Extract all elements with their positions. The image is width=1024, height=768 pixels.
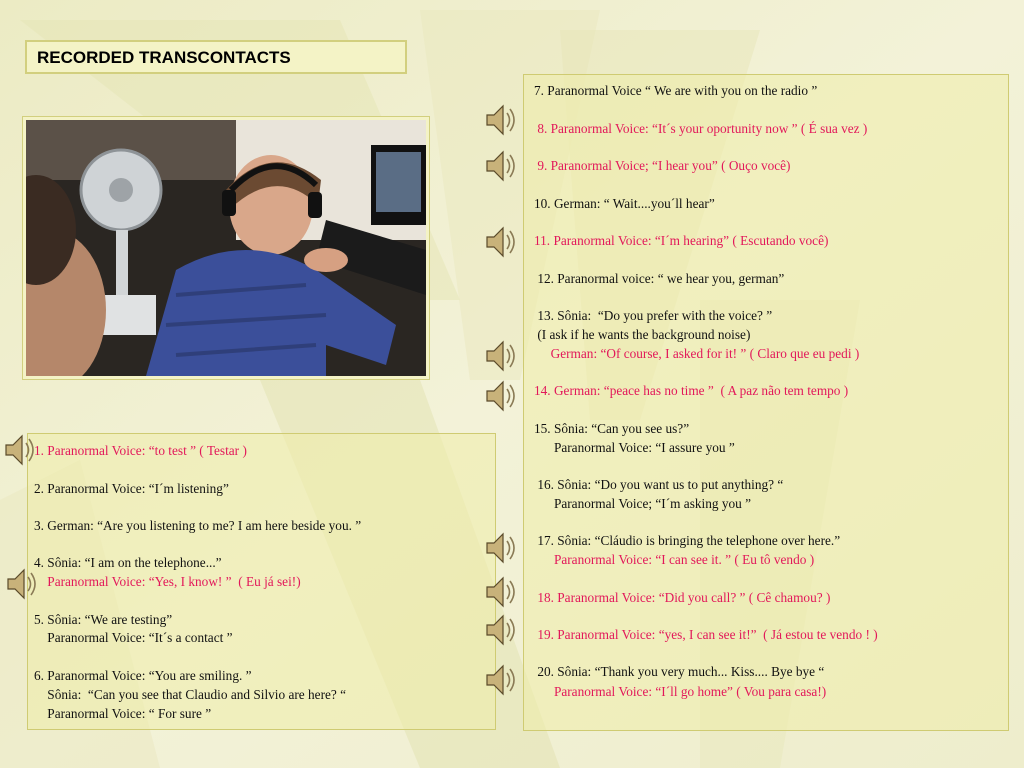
speaker-sound-icon[interactable] — [484, 102, 518, 138]
speaker-sound-icon[interactable] — [484, 662, 518, 698]
speaker-sound-icon[interactable] — [5, 566, 39, 602]
transcript-line: 9. Paranormal Voice; “I hear you” ( Ouço você) — [534, 158, 791, 173]
transcript-line: Paranormal Voice: “Yes, I know! ” ( Eu já sei!) — [34, 574, 301, 589]
transcript-line: 10. German: “ Wait....you´ll hear” — [534, 196, 715, 211]
speaker-sound-icon[interactable] — [484, 530, 518, 566]
transcript-line: German: “Of course, I asked for it! ” ( Claro que eu pedi ) — [534, 346, 860, 361]
transcript-line: 16. Sônia: “Do you want us to put anything? “ — [534, 477, 784, 492]
transcript-line: 4. Sônia: “I am on the telephone...” — [34, 555, 222, 570]
transcript-line: 12. Paranormal voice: “ we hear you, german” — [534, 271, 785, 286]
transcript-line: 19. Paranormal Voice: “yes, I can see it!” ( Já estou te vendo ! ) — [534, 627, 878, 642]
transcript-line: 5. Sônia: “We are testing” — [34, 612, 173, 627]
transcript-line: Paranormal Voice: “ For sure ” — [34, 706, 212, 721]
speaker-sound-icon[interactable] — [484, 378, 518, 414]
transcript-line: 17. Sônia: “Cláudio is bringing the telephone over here.” — [534, 533, 841, 548]
transcript-line: Paranormal Voice: “I´ll go home” ( Vou para casa!) — [534, 684, 827, 699]
transcript-line: Paranormal Voice: “It´s a contact ” — [34, 630, 233, 645]
transcript-line: 3. German: “Are you listening to me? I am here beside you. ” — [34, 518, 362, 533]
transcript-line: 11. Paranormal Voice: “I´m hearing” ( Escutando você) — [534, 233, 829, 248]
transcript-line: 18. Paranormal Voice: “Did you call? ” ( Cê chamou? ) — [534, 590, 831, 605]
transcript-line: 8. Paranormal Voice: “It´s your oportunity now ” ( É sua vez ) — [534, 121, 868, 136]
transcript-line: Sônia: “Can you see that Claudio and Silvio are here? “ — [34, 687, 347, 702]
transcript-line: Paranormal Voice: “I can see it. ” ( Eu tô vendo ) — [534, 552, 815, 567]
transcript-line: Paranormal Voice; “I´m asking you ” — [534, 496, 752, 511]
title-box — [25, 40, 407, 74]
transcript-line: 2. Paranormal Voice: “I´m listening” — [34, 481, 229, 496]
speaker-sound-icon[interactable] — [484, 612, 518, 648]
speaker-sound-icon[interactable] — [484, 148, 518, 184]
speaker-sound-icon[interactable] — [484, 574, 518, 610]
transcript-line: 1. Paranormal Voice: “to test ” ( Testar ) — [34, 443, 247, 458]
speaker-sound-icon[interactable] — [484, 224, 518, 260]
transcript-line: 6. Paranormal Voice: “You are smiling. ” — [34, 668, 252, 683]
speaker-sound-icon[interactable] — [3, 432, 37, 468]
transcript-line: 7. Paranormal Voice “ We are with you on the radio ” — [534, 83, 818, 98]
photo-frame — [22, 116, 430, 380]
photo-woman-with-headphones — [26, 120, 426, 376]
transcript-line: 15. Sônia: “Can you see us?” — [534, 421, 690, 436]
transcript-line: Paranormal Voice: “I assure you ” — [534, 440, 735, 455]
transcript-line: 13. Sônia: “Do you prefer with the voice? ” — [534, 308, 773, 323]
transcript-line: 20. Sônia: “Thank you very much... Kiss.... Bye bye “ — [534, 664, 825, 679]
transcript-line: (I ask if he wants the background noise) — [534, 327, 751, 342]
transcript-line: 14. German: “peace has no time ” ( A paz não tem tempo ) — [534, 383, 849, 398]
page-title: RECORDED TRANSCONTACTS — [37, 48, 291, 67]
speaker-sound-icon[interactable] — [484, 338, 518, 374]
